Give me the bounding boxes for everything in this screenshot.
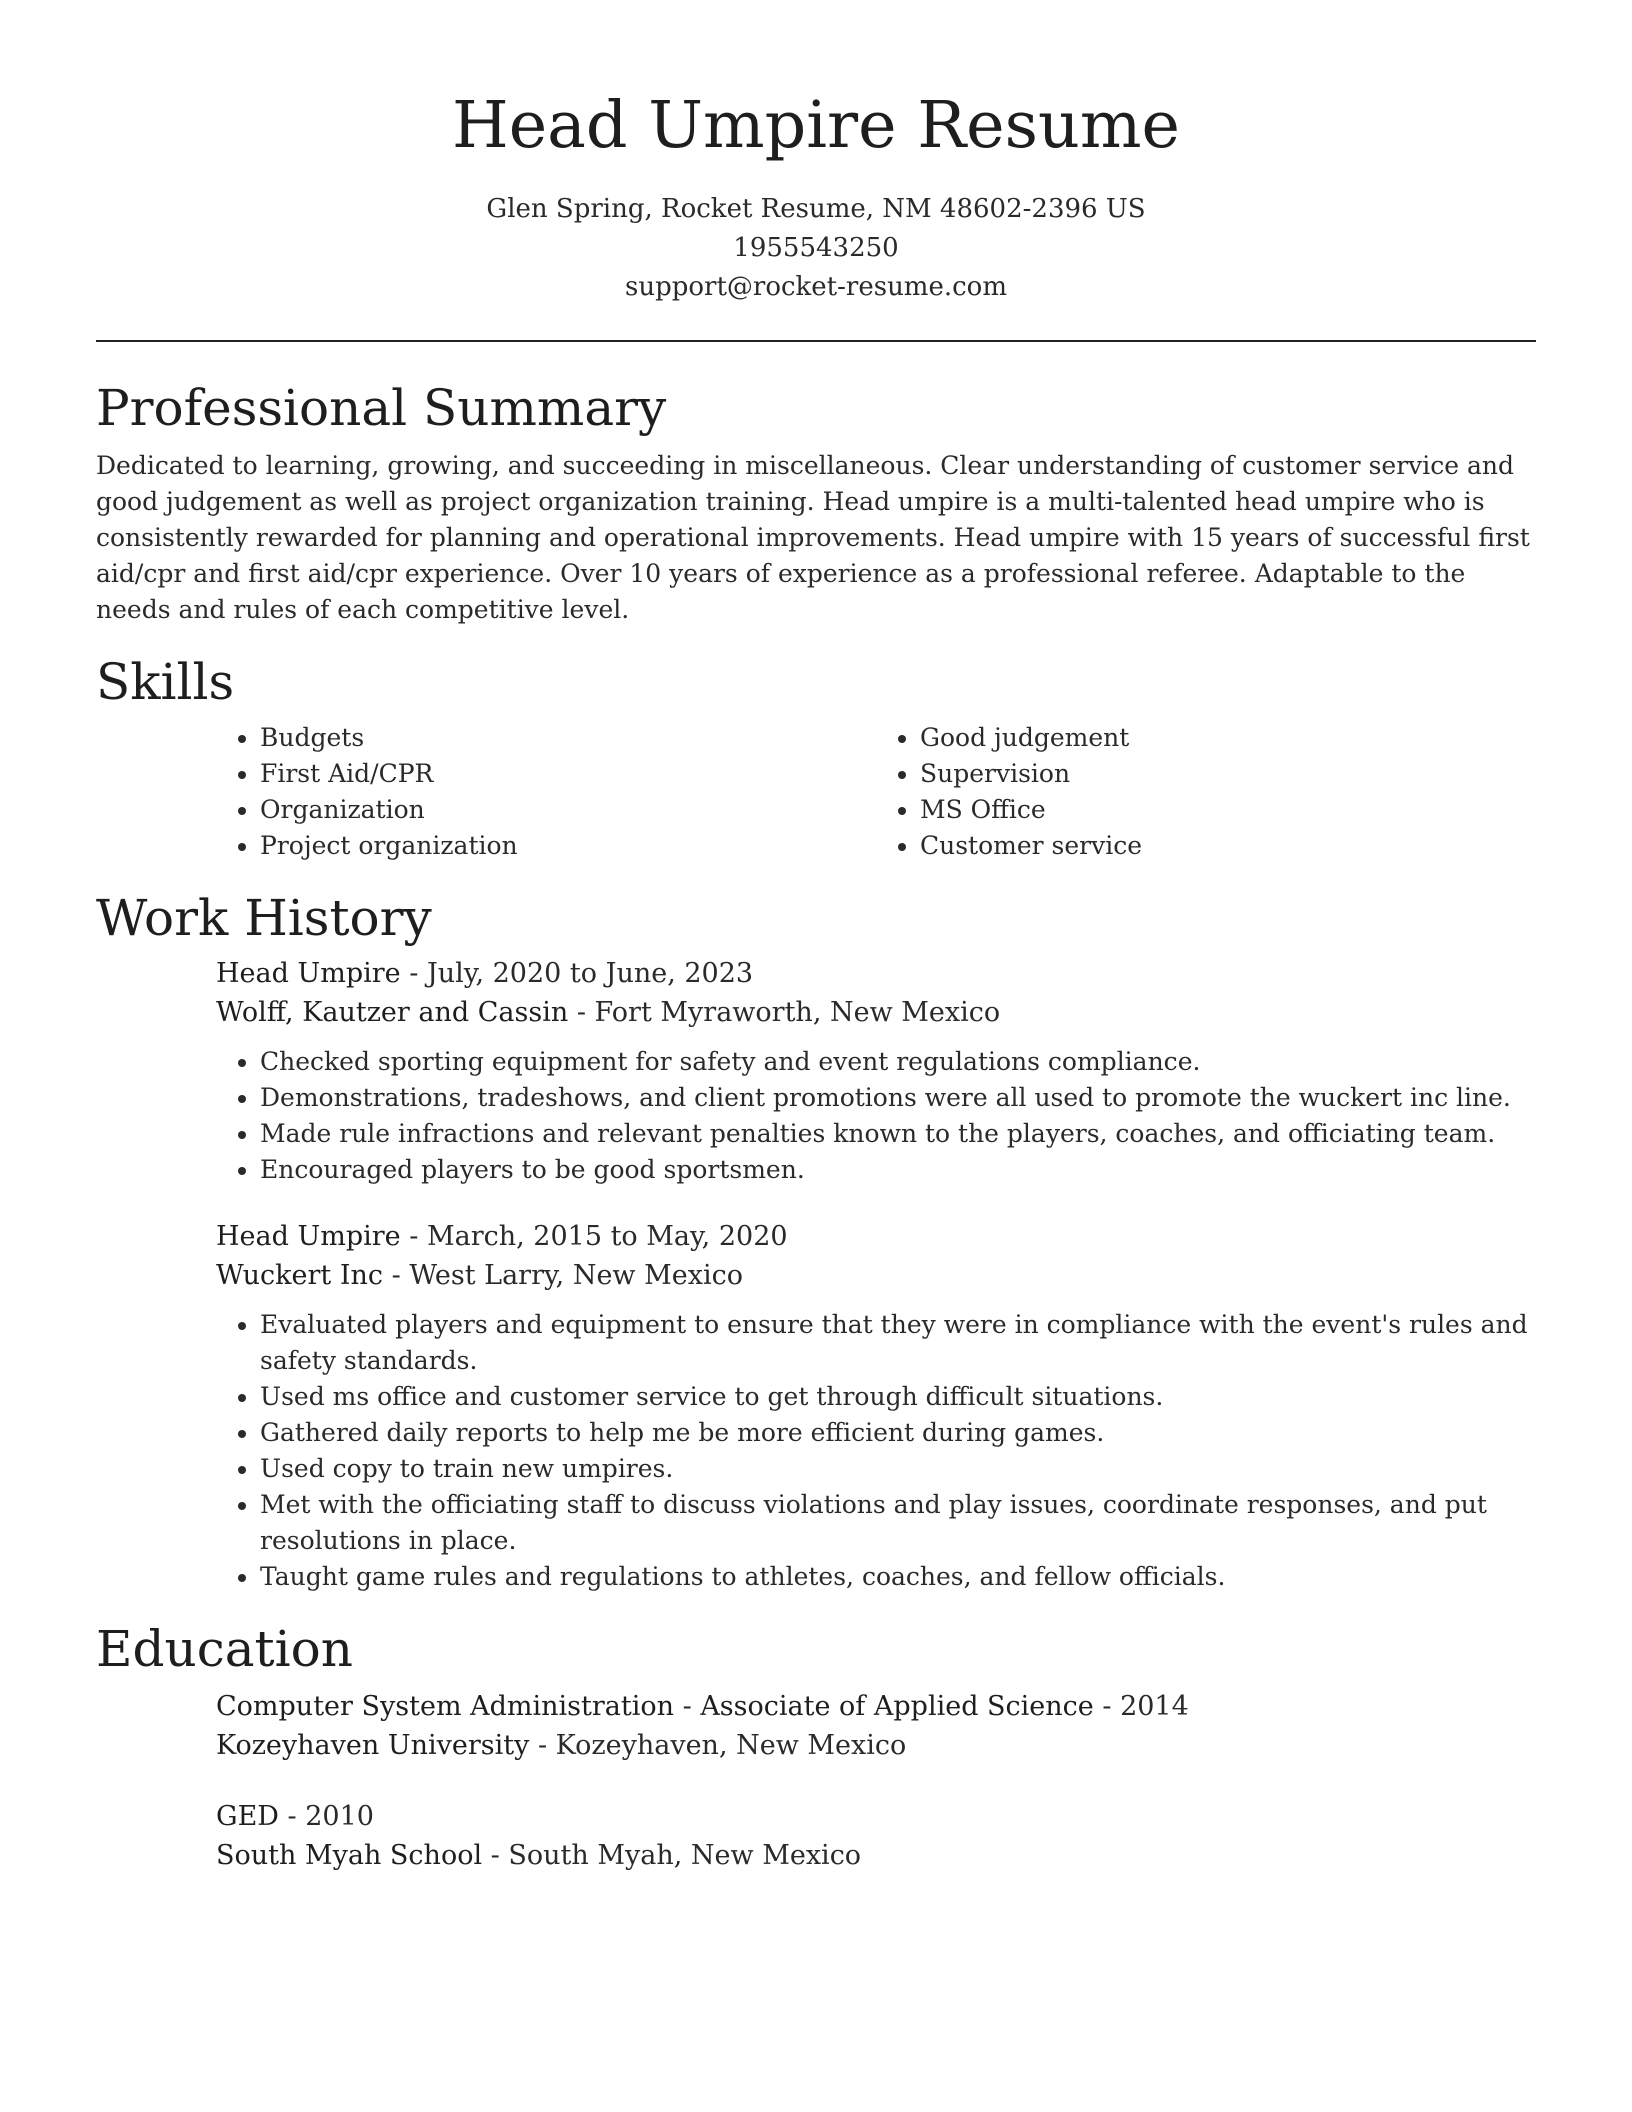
- job-company-line: Wuckert Inc - West Larry, New Mexico: [216, 1260, 743, 1291]
- education-section: [96, 1617, 1536, 1875]
- education-heading: Education: [96, 1620, 353, 1678]
- education-school-line: Kozeyhaven University - Kozeyhaven, New Mexico: [216, 1730, 907, 1761]
- job-location: West Larry, New Mexico: [409, 1260, 743, 1291]
- job-company: Wuckert Inc: [216, 1260, 384, 1291]
- contact-block: [96, 190, 1536, 307]
- list-item: • Made rule infractions and relevant penalties known to the players, coaches, and officiating team.: [260, 1116, 1536, 1152]
- skills-column-left: [216, 720, 876, 864]
- job-entry: [216, 954, 1536, 1188]
- summary-section: [96, 376, 1536, 628]
- education-year: 2010: [305, 1801, 374, 1832]
- skills-section: [96, 650, 1536, 864]
- education-year: 2014: [1120, 1691, 1189, 1722]
- education-location: Kozeyhaven, New Mexico: [555, 1730, 907, 1761]
- job-title-line: Head Umpire - March, 2015 to May, 2020: [216, 1221, 788, 1252]
- list-item: • Used ms office and customer service to get through difficult situations.: [260, 1379, 1536, 1415]
- skill-item: • Organization: [260, 792, 876, 828]
- resume-header: [96, 0, 1536, 307]
- header-divider: [96, 340, 1536, 342]
- job-duties: [216, 1307, 1536, 1595]
- summary-text: Dedicated to learning, growing, and succeeding in miscellaneous. Clear understanding of customer service and good judgement as well as project organization training. Head umpire is a multi-talented head umpire who is consistently rewarded for planning and operational improvements. Head umpire with 15 years of successful first aid/cpr and first aid/cpr experience. Over 10 years of experience as a professional referee. Adaptable to the needs and rules of each competitive level.: [96, 451, 1530, 624]
- contact-address: Glen Spring, Rocket Resume, NM 48602-2396 US: [486, 194, 1146, 224]
- contact-phone: 1955543250: [733, 233, 899, 263]
- education-entry: [216, 1687, 1536, 1765]
- list-item: • Demonstrations, tradeshows, and client promotions were all used to promote the wuckert inc line.: [260, 1080, 1536, 1116]
- contact-email: support@rocket-resume.com: [624, 272, 1007, 302]
- work-history-section: [96, 886, 1536, 1595]
- education-entry: [216, 1797, 1536, 1875]
- education-degree: Associate of Applied Science: [700, 1691, 1094, 1722]
- list-item: • Used copy to train new umpires.: [260, 1451, 1536, 1487]
- page-title: Head Umpire Resume: [452, 88, 1180, 163]
- skill-item: • Supervision: [920, 756, 1536, 792]
- list-item: • Gathered daily reports to help me be more efficient during games.: [260, 1415, 1536, 1451]
- list-item: • Taught game rules and regulations to athletes, coaches, and fellow officials.: [260, 1559, 1536, 1595]
- skill-item: • Budgets: [260, 720, 876, 756]
- job-company-line: Wolff, Kautzer and Cassin - Fort Myraworth, New Mexico: [216, 997, 1001, 1028]
- skills-list: [216, 720, 1536, 864]
- skill-item: • MS Office: [920, 792, 1536, 828]
- education-location: South Myah, New Mexico: [508, 1840, 862, 1871]
- education-school-line: South Myah School - South Myah, New Mexico: [216, 1840, 862, 1871]
- job-dates: July, 2020 to June, 2023: [426, 958, 754, 989]
- list-item: • Evaluated players and equipment to ensure that they were in compliance with the event's rules and safety standards.: [260, 1307, 1536, 1379]
- skill-item: • Project organization: [260, 828, 876, 864]
- skills-heading: Skills: [96, 653, 235, 711]
- education-program: GED: [216, 1801, 279, 1832]
- education-program-line: GED - 2010: [216, 1801, 374, 1832]
- job-entry: [216, 1217, 1536, 1595]
- job-title: Head Umpire: [216, 958, 401, 989]
- list-item: • Met with the officiating staff to discuss violations and play issues, coordinate responses, and put resolutions in place.: [260, 1487, 1536, 1559]
- education-school: Kozeyhaven University: [216, 1730, 530, 1761]
- job-title: Head Umpire: [216, 1221, 401, 1252]
- job-duties: [216, 1044, 1536, 1188]
- work-history-heading: Work History: [96, 889, 432, 947]
- education-program-line: Computer System Administration - Associate of Applied Science - 2014: [216, 1691, 1189, 1722]
- list-item: • Encouraged players to be good sportsmen.: [260, 1152, 1536, 1188]
- job-title-line: Head Umpire - July, 2020 to June, 2023: [216, 958, 754, 989]
- summary-heading: Professional Summary: [96, 379, 667, 437]
- skills-column-right: [876, 720, 1536, 864]
- job-location: Fort Myraworth, New Mexico: [594, 997, 1001, 1028]
- education-school: South Myah School: [216, 1840, 483, 1871]
- skill-item: • Good judgement: [920, 720, 1536, 756]
- list-item: • Checked sporting equipment for safety and event regulations compliance.: [260, 1044, 1536, 1080]
- skill-item: • Customer service: [920, 828, 1536, 864]
- education-program: Computer System Administration: [216, 1691, 675, 1722]
- skill-item: • First Aid/CPR: [260, 756, 876, 792]
- job-company: Wolff, Kautzer and Cassin: [216, 997, 569, 1028]
- job-dates: March, 2015 to May, 2020: [426, 1221, 788, 1252]
